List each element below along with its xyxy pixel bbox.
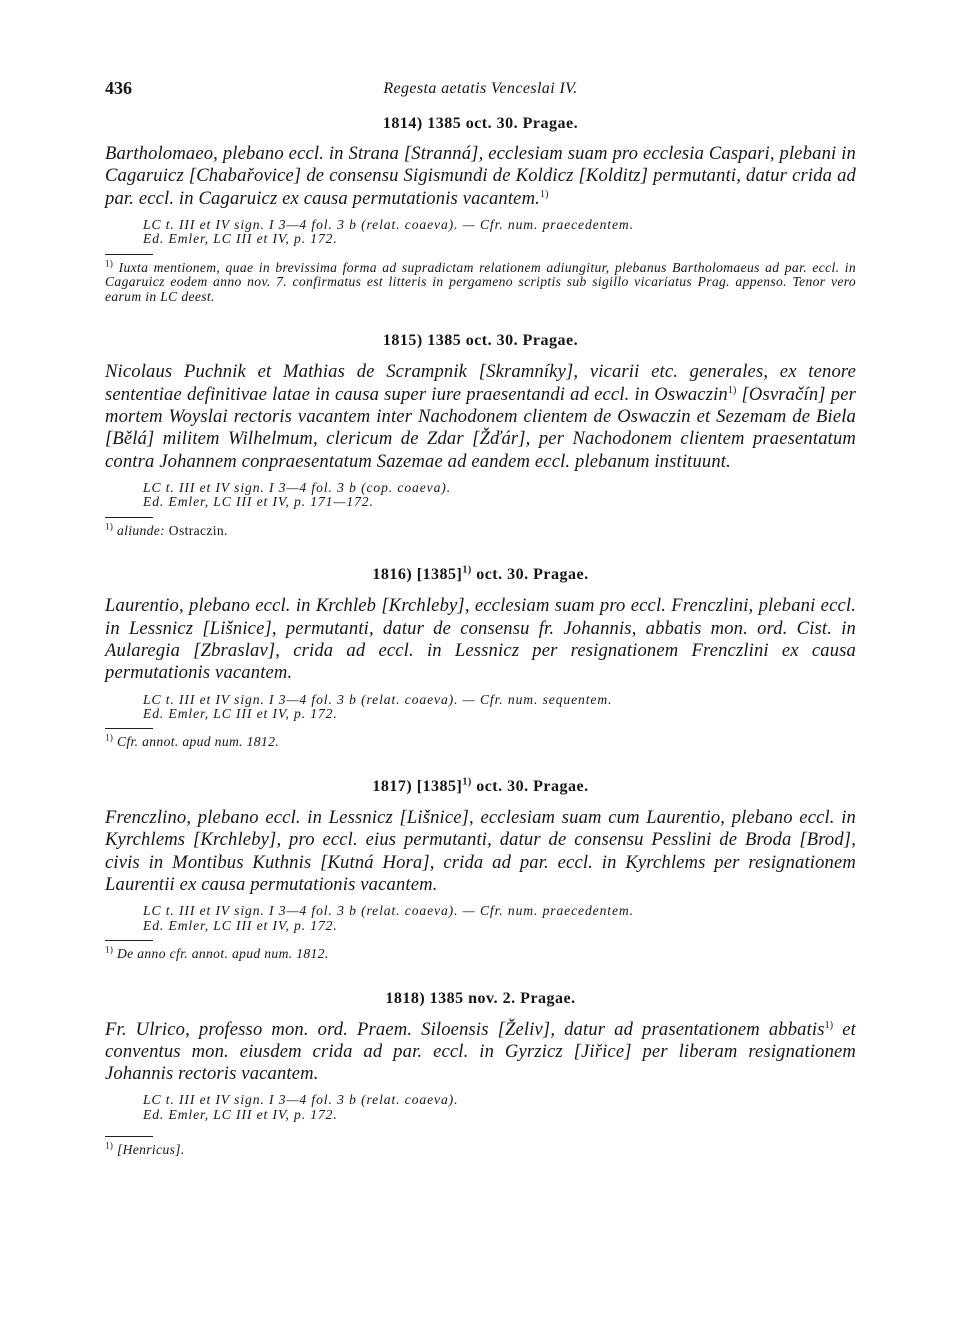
entry-text: Fr. Ulrico, professo mon. ord. Praem. Siloensis [Želiv], datur ad prasentationem abbatis$^{1)}$ et conventus mon. eiusdem crida ad par. eccl. in Gyrzicz [Jiřice] per liberam resignationem Johannis rectoris vacantem.	[105, 1018, 856, 1085]
entry-heading: 1816) $[1385]^{1)}$ oct. 30. Pragae.	[372, 565, 589, 584]
entry-heading: 1817) $[1385]^{1)}$ oct. 30. Pragae.	[372, 776, 589, 795]
entry-text: Laurentio, plebano eccl. in Krchleb [Krchleby], ecclesiam suam pro eccl. Frenczlini, plebani eccl. in Lessnicz [Lišnice], permutanti, datur de consensu fr. Johannis, abbatis mon. ord. Cist. in Aularegia [Zbraslav], crida ad eccl. in Lessnicz per resignationem Frenczlini ex causa permutationis vacantem.	[105, 595, 856, 684]
footnote-ref: 1)	[727, 384, 737, 396]
entry-1815	[105, 332, 856, 538]
entry-1818	[105, 990, 856, 1158]
entry-1817	[105, 778, 856, 962]
entry-source: LC t. III et IV sign. I 3—4 fol. 3 b (relat. coaeva). Ed. Emler, LC III et IV, p. 172.	[143, 1092, 459, 1122]
footnote-rule	[105, 254, 153, 255]
entry-source: LC t. III et IV sign. I 3—4 fol. 3 b (cop. coaeva). Ed. Emler, LC III et IV, p. 171—172.	[143, 479, 452, 510]
entry-1814	[105, 115, 856, 304]
entry-text: Frenczlino, plebano eccl. in Lessnicz [Lišnice], ecclesiam suam cum Laurentio, plebano eccl. in Kyrchlems [Krchleby], pro eccl. eius permutanti, datur de consensu Pesslini de Broda [Brod], civis in Montibus Kuthnis [Kutná Hora], crida ad par. eccl. in Kyrchlems per resignationem Laurentii ex causa permutationis vacantem.	[105, 806, 856, 895]
entry-source: LC t. III et IV sign. I 3—4 fol. 3 b (relat. coaeva). — Cfr. num. praecedentem. Ed. Emler, LC III et IV, p. 172.	[143, 903, 634, 933]
footnote: $^{1)}$ aliunde: Ostraczin.	[105, 521, 228, 538]
footnote-ref: 1)	[824, 1019, 834, 1031]
entry-heading: 1818) 1385 nov. 2. Pragae.	[385, 989, 576, 1007]
footnote-rule	[105, 1136, 153, 1137]
running-head	[105, 78, 856, 104]
footnote-ref: 1)	[539, 188, 549, 200]
entry-source: LC t. III et IV sign. I 3—4 fol. 3 b (relat. coaeva). — Cfr. num. praecedentem. Ed. Emler, LC III et IV, p. 172.	[143, 216, 634, 247]
entry-heading: 1814) 1385 oct. 30. Pragae.	[382, 115, 579, 132]
footnote-rule	[105, 728, 153, 729]
footnote-rule	[105, 940, 153, 941]
footnote-rule	[105, 517, 153, 518]
footnote: $^{1)}$ Cfr. annot. apud num. 1812.	[105, 732, 279, 750]
entry-text: Bartholomaeo, plebano eccl. in Strana [Stranná], ecclesiam suam pro ecclesia Caspari, plebani in Cagaruicz [Chabařovice] de consensu Sigismundi de Koldicz [Kolditz] permutanti, datur crida ad par. eccl. in Cagaruicz ex causa permutationis vacantem.$^{1)}$	[105, 143, 856, 209]
footnote: $^{1)}$ De anno cfr. annot. apud num. 1812.	[105, 944, 329, 961]
page-number: 436	[105, 78, 132, 98]
footnote: $^{1)}$ Iuxta mentionem, quae in brevissima forma ad supradictam relationem adiungitur, plebanus Bartholomaeus ad par. eccl. in Cagaruicz eodem anno nov. 7. confirmatus est litteris in pergameno scriptis sub sigillo vicariatus Prag. appenso. Tenor vero earum in LC deest.	[105, 258, 856, 304]
entry-source: LC t. III et IV sign. I 3—4 fol. 3 b (relat. coaeva). — Cfr. num. sequentem. Ed. Emler, LC III et IV, p. 172.	[143, 691, 613, 721]
entry-text: Nicolaus Puchnik et Mathias de Scrampnik [Skramníky], vicarii etc. generales, ex tenore sententiae definitivae latae in causa super iure praesentandi ad eccl. in Oswaczin$^{1)}$ [Osvračín] per mortem Woyslai rectoris vacantem inter Nachodonem clientem de Oswaczin et Sezemam de Biela [Bělá] militem Wilhelmum, clericum de Zdar [Žďár], per Nachodonem clientem praesentatum contra Johannem conpraesentatum Sazemae ad eandem eccl. plebanum instituunt.	[105, 361, 856, 472]
footnote: $^{1)}$ [Henricus].	[105, 1140, 185, 1158]
entry-1816	[105, 566, 856, 750]
entry-heading: 1815) 1385 oct. 30. Pragae.	[382, 332, 579, 350]
running-title: Regesta aetatis Venceslai IV.	[383, 80, 578, 97]
